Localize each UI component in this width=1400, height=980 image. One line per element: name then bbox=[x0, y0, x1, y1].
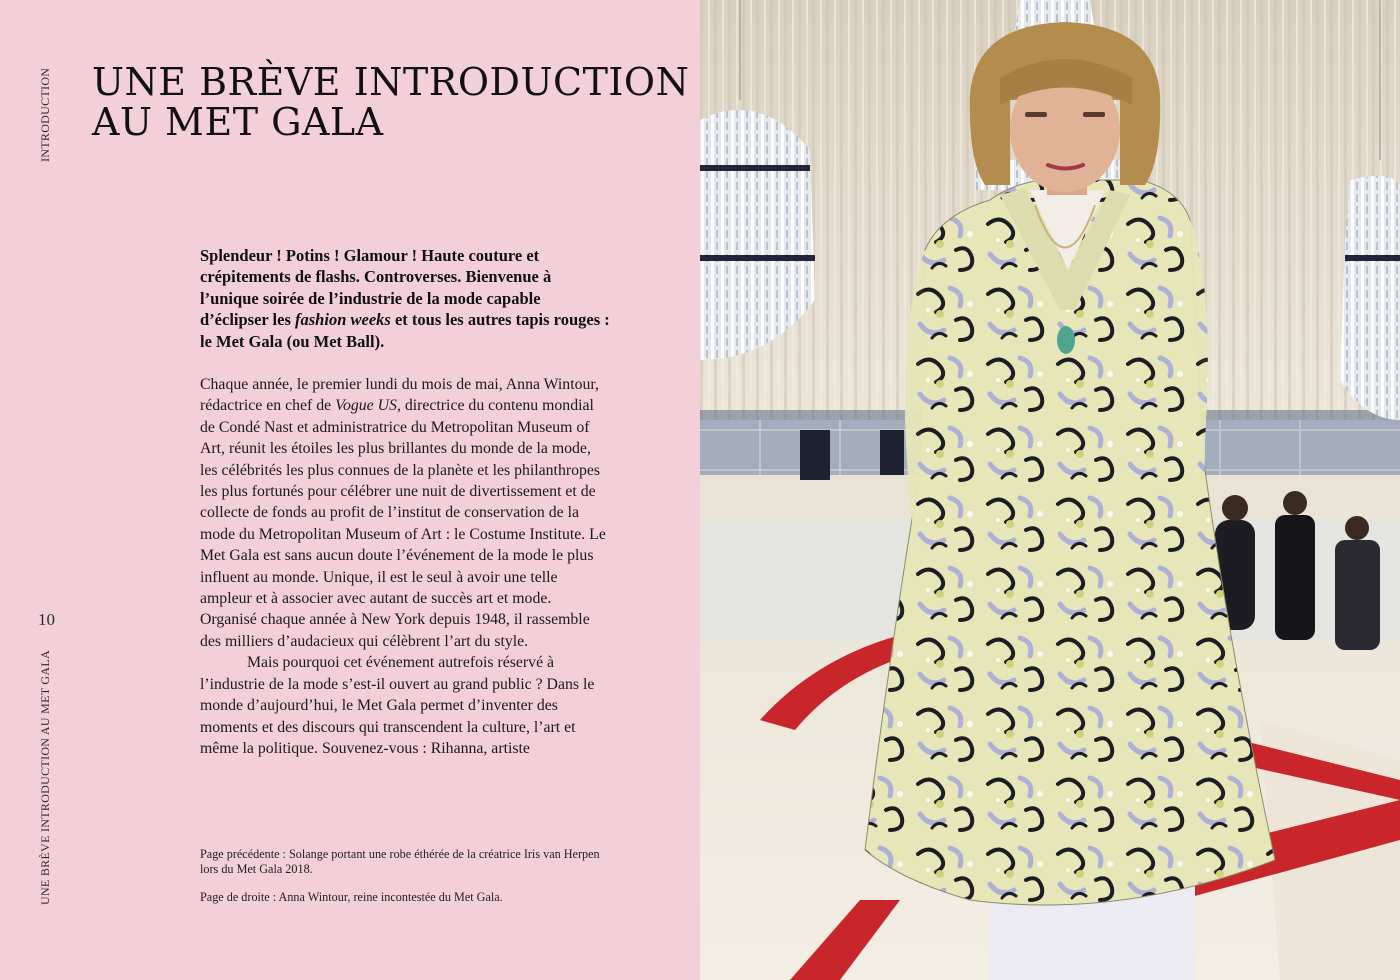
lead-text-2: et tous les autres tapis rouges : le Met Gala (ou Met Ball). bbox=[200, 310, 610, 351]
body-paragraph-2: Mais pourquoi cet événement autrefois réservé à l’industrie de la mode s’est-il ouvert au grand public ? Dans le monde d’aujourd’hui, le Met Gala permet d’inventer des moments et des discours qui transcendent la culture, l’art et même la politique. Souvenez-vous : Rihanna, artiste bbox=[200, 654, 595, 757]
body-text bbox=[200, 374, 610, 759]
running-head: UNE BRÈVE INTRODUCTION AU MET GALA bbox=[38, 650, 52, 905]
right-page-photo bbox=[700, 0, 1400, 980]
p1-text-b: , directrice du contenu mondial de Condé Nast et administratrice du Metropolitan Museum of Art, réunit les étoiles les plus brillantes du monde de la mode, les célébrités les plus connues de la planète et les philanthropes les plus fortunés pour célébrer une nuit de divertissement et de collecte de fonds au profit de l’institut de conservation de la mode du Metropolitan Museum of Art : le Costume Institute. Le Met Gala est sans aucun doute l’événement de la mode le plus influent au monde. Unique, il est le seul à avoir une telle ampleur et à associer avec autant de succès art et mode. Organisé chaque année à New York depuis 1948, il rassemble des milliers d’audacieux qui célèbrent l’art du style. bbox=[200, 397, 606, 650]
lead-italic: fashion weeks bbox=[295, 310, 391, 330]
p1-text-a: Chaque année, le premier lundi du mois de mai, Anna Wintour, rédactrice en chef de bbox=[200, 376, 599, 415]
lead-text-1: Splendeur ! Potins ! Glamour ! Haute couture et crépitements de flashs. Controverses. Bienvenue à l’unique soirée de l’industrie de la mode capable d’éclipser les bbox=[200, 246, 552, 330]
lead-paragraph bbox=[200, 245, 610, 352]
eye-right bbox=[1083, 112, 1105, 117]
p1-italic: Vogue US bbox=[335, 397, 397, 415]
page-title bbox=[92, 62, 689, 142]
photo-anna-wintour bbox=[700, 0, 1400, 980]
title-line-1: UNE BRÈVE INTRODUCTION bbox=[92, 60, 690, 104]
page-number: 10 bbox=[38, 610, 55, 629]
pendant bbox=[1057, 326, 1075, 354]
caption-right-page: Page de droite : Anna Wintour, reine incontestée du Met Gala. bbox=[200, 890, 503, 904]
eye-left bbox=[1025, 112, 1047, 117]
captions bbox=[200, 847, 600, 918]
title-line-2: AU MET GALA bbox=[92, 100, 384, 144]
section-label: INTRODUCTION bbox=[38, 67, 52, 162]
caption-previous-page: Page précédente : Solange portant une robe éthérée de la créatrice Iris van Herpen lors du Met Gala 2018. bbox=[200, 847, 600, 876]
body-paragraph-1 bbox=[200, 374, 610, 652]
